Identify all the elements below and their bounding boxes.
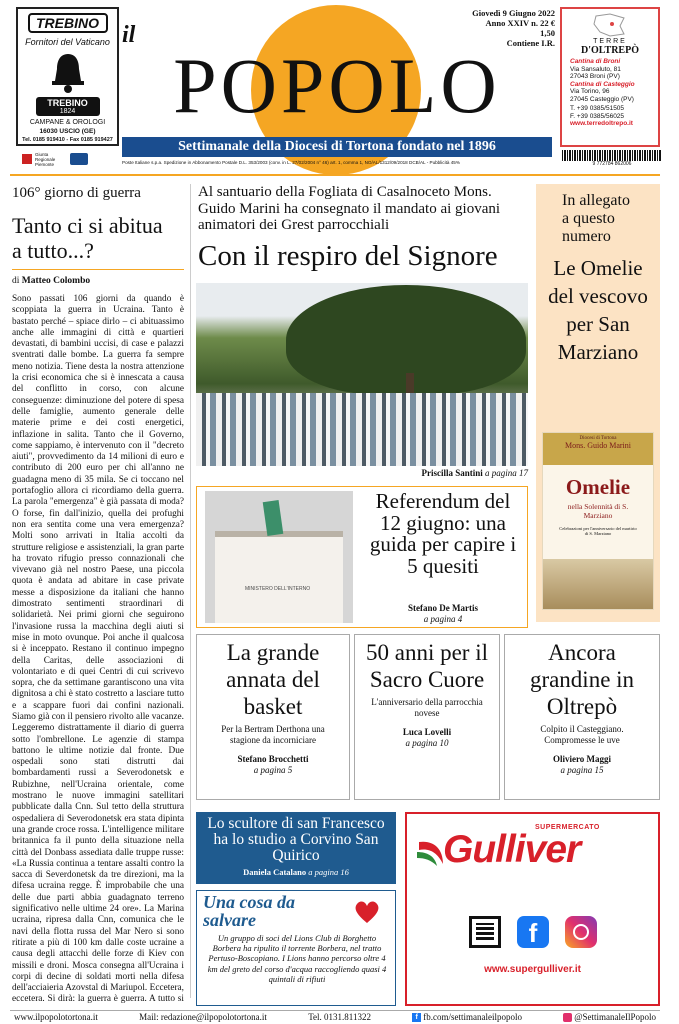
terre-oltrepo-ad[interactable] <box>560 7 660 147</box>
terre-fax: F. +39 0385/56025 <box>570 112 625 120</box>
gulliver-ad[interactable] <box>405 812 660 1006</box>
trebino-brand: TREBINO <box>28 13 108 33</box>
issue-contains: Contiene I.R. <box>506 38 555 48</box>
sculptor-title: Lo scultore di san Francesco ha lo studio a Corvino San Quirico <box>207 815 385 864</box>
footer-mail[interactable]: Mail: redazione@ilpopolotortona.it <box>139 1012 267 1022</box>
footer-tel: Tel. 0131.811322 <box>308 1012 371 1022</box>
war-kicker: 106° giorno di guerra <box>12 185 141 201</box>
basket-author: Stefano Brocchetti <box>237 754 309 764</box>
ballot-box-photo <box>205 491 353 623</box>
lions-box[interactable] <box>196 890 396 1006</box>
box-row <box>196 634 660 802</box>
instagram-icon[interactable] <box>565 916 597 948</box>
referendum-box[interactable] <box>196 486 528 628</box>
war-body: Sono passati 106 giorni da quando è scoppiata la guerra in Ucraina. Tanto è bastato perché – spiace dirlo – ci abituassimo anche alle immagini di città e quartieri devastati, di bambini uccisi, di case e palazzi sventrati dalle bombe. La guerra fa sempre meno notizia. Tiene desta la nostra attenzione la crisi economica che si è innescata a causa del conflitto in corso, con alcune conseguenze: diminuzione del potere di spesa delle famiglie, aumento generale delle materie prime e dei costi energetici, inflazione in salita. Tanto che il Governo, come sappiamo, è intervenuto con il "decreto aiuti", provvedimento da 14 milioni di euro e contributo di 200 euro per chi all'anno ne guadagna meno di 35 mila. Se ci toccano nel portafoglio allora ci ricordiamo della guerra. La parola "emergenza" è già passata di moda? O forse, fin dall'inizio, quella dei profughi non era sentita come una vera emergenza? Molti sono arrivati in Italia accolti da strutture religiose e assistenziali, la gran parte ha trovato rifugio presso connazionali che vivevano già nel nostro Paese, una piccola quota è andata ad abitare in case private messe a disposizione da italiani che hanno dimostrato sentimenti straordinari di solidarietà. Nei primi giorni che seguirono l'invasione russa la macchina degli aiuti si mise in moto ovunque. Poi anche il qualcosa si è inceppato. Restano il continuo impegno della Caritas, delle associazioni di volontariato e di quei Centri di cui scrivevo sopra, che da settimane garantiscono una vita dignitosa a chi è stato costretto a lasciare tutto e a scappare fuori dai confini nazionali. Siamo già con il pensiero rivolto alle vacanze. Leggeremo distrattamente il diario di guerra sotto l'ombrellone. Le agenzie di stampa battono le ultime notizie dal fronte. Due ospedali sono stati distrutti dai bombardamenti russi a Severodonetsk e Rubizhne, nell'Ucraina orientale, come mostrano le nuove immagini satellitari pubblicate dalla Cnn. Sul tetto della struttura ospedaliera di Severodonetsk era stata dipinta una grande croce rossa. L'intelligence militare britannica fa il punto della situazione nella città del Donbass assediata dalle truppe russe: «La Russia continua a tentare assalti contro la sacca di Severdonetsk da tre direzioni, ma la difesa ucraina regge. È improbabile che una delle due parti abbia guadagnato terreno significativo nelle ultime 24 ore». La Marina ucraina, ripresa dalla Cnn, comunica che le navi della flotta russa del Mar Nero si sono ritirate a più di 100 km dalle coste ucraine a causa degli attacchi delle forze di Kiev con missili e droni. Mosca consegna all'Ucraina i corpi di decine di soldati morti nella difesa dell'acciaieria Azovstal di Mariupol. Eccetera, eccetera. Si dirà: la guerra è guerra. A tutto si <box>12 294 184 1005</box>
allegato-line-2: a questo <box>562 210 615 227</box>
cantina-broni-city: 27043 Broni (PV) <box>570 73 620 80</box>
sacro-cuore-desc: L'anniversario della parrocchia novese <box>371 697 483 718</box>
footer-bar <box>10 1010 660 1023</box>
trebino-address: 16030 USCIO (GE) <box>39 128 96 135</box>
gulliver-super: SUPERMERCATO <box>535 824 600 831</box>
column-rule <box>190 184 191 998</box>
terre-brand-1: TERRE <box>593 38 627 45</box>
footer-fb[interactable]: fb.com/settimanaleilpopolo <box>423 1012 522 1022</box>
grandine-desc: Colpito il Casteggiano. Compromesse le uve <box>540 724 624 745</box>
region-label: Giunta Regionale Piemonte <box>35 151 56 167</box>
barcode <box>562 150 662 168</box>
allegato-title: Le Omelie del vescovo per San Marziano <box>548 256 648 364</box>
allegato-line-1: In allegato <box>562 192 630 209</box>
referendum-page[interactable]: a pagina 4 <box>423 614 463 624</box>
main-title[interactable]: Con il respiro del Signore <box>198 240 498 272</box>
grandine-author: Oliviero Maggi <box>552 754 612 764</box>
trebino-badge: TREBINO <box>47 98 88 108</box>
sacro-cuore-box[interactable] <box>354 634 500 800</box>
issue-number: Anno XXIV n. 22 € 1,50 <box>485 18 555 38</box>
footer-instagram-icon <box>563 1013 572 1022</box>
cantina-broni: Cantina di Broni <box>570 58 621 65</box>
lions-title: Una cosa da salvare <box>203 892 296 930</box>
war-author: Matteo Colombo <box>21 276 91 286</box>
postal-line: Poste Italiane s.p.a. Spedizione in Abbonamento Postale D.L. 353/2003 (conv. in L. 27/02/2004 n° 46) art. 1, comma 1, NO/AL/1312/09/2018 DCB/AL - Pubblicità 45% <box>122 160 460 165</box>
grandine-page: a pagina 15 <box>560 765 604 775</box>
oltrepo-map-icon <box>590 12 630 38</box>
trebino-products: CAMPANE & OROLOGI <box>29 119 106 126</box>
masthead-title: POPOLO <box>173 42 501 129</box>
footer-ig[interactable]: @SettimanaleIlPopolo <box>574 1012 656 1022</box>
main-author: Priscilla Santini <box>421 468 483 478</box>
sculptor-page: a pagina 16 <box>308 867 349 877</box>
sacro-cuore-author: Luca Lovelli <box>402 727 452 737</box>
terre-tel: T. +39 0385/51505 <box>570 105 625 112</box>
footer-web[interactable]: www.ilpopolotortona.it <box>14 1012 98 1022</box>
footer-facebook-icon: f <box>412 1013 421 1022</box>
heart-icon <box>353 899 381 925</box>
cover-subtitle: nella Solennità di S. Marziano <box>567 502 629 520</box>
left-column <box>12 184 184 1006</box>
trebino-tagline: Fornitori del Vaticano <box>25 37 110 47</box>
sacro-cuore-title: 50 anni per il Sacro Cuore <box>366 640 488 692</box>
basket-title: La grande annata del basket <box>226 640 320 719</box>
cantina-broni-street: Via Sansaluto, 81 <box>570 65 621 73</box>
trebino-ad[interactable] <box>16 7 119 146</box>
cover-note: Celebrazioni per l'anniversario del martirio di S. Marziano <box>559 526 637 536</box>
cover-title: Omelie <box>565 475 631 499</box>
allegato-box[interactable] <box>536 184 660 622</box>
war-author-prefix: di <box>12 276 20 286</box>
sculptor-box[interactable] <box>196 812 396 884</box>
grandine-box[interactable] <box>504 634 660 800</box>
war-title[interactable]: Tanto ci si abitua a tutto...? <box>12 213 163 263</box>
region-logo <box>22 152 102 166</box>
cover-diocese: Diocesi di Tortona <box>579 436 617 441</box>
cover-name: Mons. Guido Marini <box>565 441 631 450</box>
cantina-casteggio-street: Via Torino, 96 <box>570 88 610 95</box>
trebino-phone: Tel. 0185 919410 - Fax 0185 919427 <box>22 137 113 143</box>
masthead-il: il <box>122 22 136 48</box>
masthead-subtitle: Settimanale della Diocesi di Tortona fondato nel 1896 <box>122 137 552 157</box>
issue-date: Giovedì 9 Giugno 2022 <box>472 8 555 18</box>
facebook-icon[interactable]: f <box>517 916 549 948</box>
basket-page: a pagina 5 <box>253 765 293 775</box>
omelie-cover <box>542 432 654 610</box>
cantina-casteggio: Cantina di Casteggio <box>570 80 635 88</box>
header-rule <box>10 174 660 176</box>
terre-brand-2: D'OLTREPÒ <box>581 45 639 56</box>
grandine-title: Ancora grandine in Oltrepò <box>529 640 635 719</box>
sacro-cuore-page: a pagina 10 <box>405 738 449 748</box>
gulliver-brand: Gulliver <box>443 828 581 871</box>
barcode-number: 9 772784 862006 <box>592 161 632 167</box>
ballot-box-label: MINISTERO DELL'INTERNO <box>245 586 311 592</box>
main-kicker: Al santuario della Fogliata di Casalnoceto Mons. Guido Marini ha consegnato il mandato ai giovani animatori dei Grest parrocchiali <box>198 184 501 233</box>
gulliver-url[interactable]: www.supergulliver.it <box>484 964 581 975</box>
referendum-author: Stefano De Martis <box>408 603 478 613</box>
sculptor-author: Daniela Catalano <box>243 867 307 877</box>
basket-desc: Per la Bertram Derthona una stagione da incorniciare <box>221 724 325 745</box>
bell-icon <box>43 51 93 97</box>
qr-code-icon <box>469 916 501 948</box>
main-photo <box>196 283 528 466</box>
trebino-year: 1824 <box>59 108 76 115</box>
lions-text: Un gruppo di soci del Lions Club di Borghetto Borbera ha ripulito il torrente Borbera, nel tratto Pertuso-Boscopiano. I Lions hanno percorso oltre 4 km del greto del corso d'acqua raccogliendo quasi 4 quintali di rifiuti <box>207 933 387 984</box>
cantina-casteggio-city: 27045 Casteggio (PV) <box>570 95 634 103</box>
referendum-title: Referendum del 12 giugno: una guida per capire i 5 quesiti <box>369 489 517 578</box>
basket-box[interactable] <box>196 634 350 800</box>
allegato-line-3: numero <box>562 228 611 245</box>
terre-url[interactable]: www.terredoltrepo.it <box>570 120 633 127</box>
main-page[interactable]: a pagina 17 <box>484 468 528 478</box>
